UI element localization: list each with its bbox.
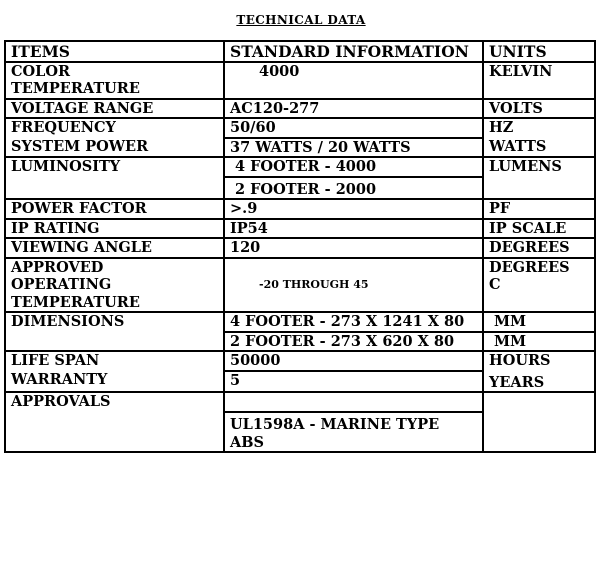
table-row: [5, 199, 595, 219]
item-cell-empty: [5, 332, 224, 352]
table-row: [5, 392, 595, 412]
item-label: APPROVED: [11, 258, 104, 276]
unit-cell-empty: [483, 177, 595, 200]
value-cell: 120: [224, 238, 483, 258]
table-row: [5, 332, 595, 352]
item-label: OPERATING: [11, 276, 112, 293]
unit-cell: HZ: [483, 118, 595, 138]
value-cell-empty: [224, 392, 483, 412]
table-row: [5, 238, 595, 258]
unit-cell: LUMENS: [483, 157, 595, 177]
table-row: [5, 351, 595, 371]
value-cell: 2 FOOTER - 2000: [224, 177, 483, 200]
item-label: TEMPERATURE: [11, 293, 140, 311]
unit-label: C: [489, 276, 501, 293]
value-cell: 5: [224, 371, 483, 393]
unit-label: DEGREES: [489, 258, 570, 276]
header-standard-information: STANDARD INFORMATION: [224, 41, 483, 62]
document-title: [0, 13, 602, 27]
unit-cell: MM: [483, 312, 595, 332]
table-row: [5, 157, 595, 177]
value-cell: 4 FOOTER - 4000: [224, 157, 483, 177]
value-cell: -20 THROUGH 45: [224, 258, 483, 313]
item-cell: APPROVALS: [5, 392, 224, 412]
header-units: UNITS: [483, 41, 595, 62]
value-label: ABS: [230, 433, 264, 451]
header-items: ITEMS: [5, 41, 224, 62]
table-row: [5, 62, 595, 99]
item-label: COLOR: [11, 62, 71, 80]
table-row: [5, 371, 595, 393]
item-cell: LIFE SPAN: [5, 351, 224, 371]
table-row: [5, 219, 595, 239]
table-header-row: [5, 41, 595, 62]
item-cell: FREQUENCY: [5, 118, 224, 138]
value-cell: 50000: [224, 351, 483, 371]
unit-cell: DEGREES: [483, 238, 595, 258]
table-row: [5, 312, 595, 332]
unit-cell: IP SCALE: [483, 219, 595, 239]
table-row: [5, 177, 595, 200]
unit-cell-empty: [483, 392, 595, 412]
value-cell: 4000: [224, 62, 483, 99]
item-cell: VOLTAGE RANGE: [5, 99, 224, 119]
item-cell: WARRANTY: [5, 371, 224, 393]
unit-cell-empty: [483, 412, 595, 452]
table-row: [5, 258, 595, 313]
value-cell: 37 WATTS / 20 WATTS: [224, 138, 483, 158]
value-cell: 2 FOOTER - 273 X 620 X 80: [224, 332, 483, 352]
item-cell: SYSTEM POWER: [5, 138, 224, 158]
unit-cell: PF: [483, 199, 595, 219]
value-label: UL1598A - MARINE TYPE: [230, 416, 440, 433]
value-cell: AC120-277: [224, 99, 483, 119]
value-cell: >.9: [224, 199, 483, 219]
table-row: [5, 412, 595, 452]
document-title-text: TECHNICAL DATA: [236, 13, 366, 27]
unit-cell: [483, 258, 595, 313]
item-label: TEMPERATURE: [11, 80, 140, 97]
value-cell: [224, 412, 483, 452]
unit-cell: WATTS: [483, 138, 595, 158]
item-cell: [5, 258, 224, 313]
item-cell: VIEWING ANGLE: [5, 238, 224, 258]
item-cell: POWER FACTOR: [5, 199, 224, 219]
table-row: [5, 99, 595, 119]
table-row: [5, 118, 595, 138]
table-row: [5, 138, 595, 158]
technical-data-table: [4, 40, 596, 453]
item-cell: [5, 62, 224, 99]
unit-cell: YEARS: [483, 371, 595, 393]
unit-cell: MM: [483, 332, 595, 352]
item-cell: LUMINOSITY: [5, 157, 224, 177]
value-cell: 4 FOOTER - 273 X 1241 X 80: [224, 312, 483, 332]
unit-cell: KELVIN: [483, 62, 595, 99]
unit-cell: VOLTS: [483, 99, 595, 119]
value-cell: 50/60: [224, 118, 483, 138]
unit-cell: HOURS: [483, 351, 595, 371]
item-cell-empty: [5, 412, 224, 452]
value-cell: IP54: [224, 219, 483, 239]
item-cell: DIMENSIONS: [5, 312, 224, 332]
item-cell-empty: [5, 177, 224, 200]
item-cell: IP RATING: [5, 219, 224, 239]
